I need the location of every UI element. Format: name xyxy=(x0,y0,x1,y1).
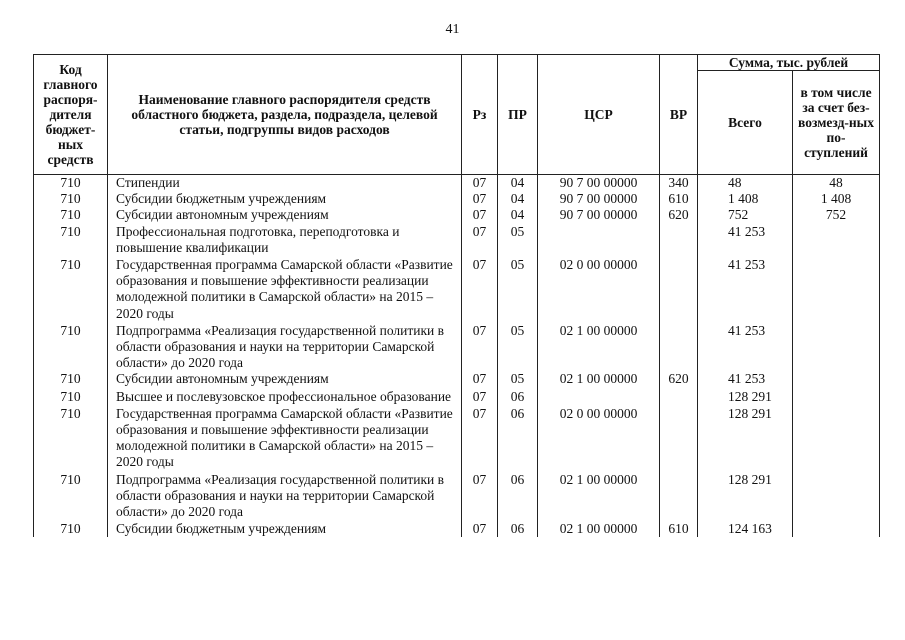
header-rz: Рз xyxy=(462,55,498,175)
cell-code: 710 xyxy=(34,224,108,256)
header-name: Наименование главного распорядителя средств областного бюджета, раздела, подраздела, целевой статьи, подгруппы видов расходов xyxy=(108,55,462,175)
cell-grants xyxy=(793,224,880,256)
header-grants: в том числе за счет без-возмезд-ных по-ступлений xyxy=(793,71,880,175)
cell-total: 41 253 xyxy=(698,256,793,322)
cell-rz: 07 xyxy=(462,207,498,223)
cell-total: 128 291 xyxy=(698,388,793,405)
cell-total: 48 xyxy=(698,175,793,192)
cell-rz: 07 xyxy=(462,520,498,537)
cell-grants xyxy=(793,405,880,471)
cell-vr xyxy=(660,256,698,322)
header-pr: ПР xyxy=(498,55,538,175)
cell-code: 710 xyxy=(34,322,108,372)
cell-pr: 05 xyxy=(498,322,538,372)
cell-csr: 02 1 00 00000 xyxy=(538,520,660,537)
cell-pr: 04 xyxy=(498,207,538,223)
header-code: Код главного распоря-дителя бюджет-ных средств xyxy=(34,55,108,175)
cell-csr: 02 0 00 00000 xyxy=(538,256,660,322)
cell-vr: 620 xyxy=(660,207,698,223)
cell-grants xyxy=(793,256,880,322)
cell-code: 710 xyxy=(34,405,108,471)
table-row xyxy=(34,371,880,387)
cell-rz: 07 xyxy=(462,256,498,322)
cell-grants xyxy=(793,388,880,405)
cell-total: 41 253 xyxy=(698,322,793,372)
cell-vr xyxy=(660,471,698,521)
cell-vr xyxy=(660,405,698,471)
table-row xyxy=(34,224,880,256)
cell-grants: 1 408 xyxy=(793,191,880,207)
page-number: 41 xyxy=(445,22,460,37)
cell-name: Профессиональная подготовка, переподготовка и повышение квалификации xyxy=(108,224,462,256)
cell-name: Стипендии xyxy=(108,175,462,192)
cell-csr: 90 7 00 00000 xyxy=(538,207,660,223)
cell-name: Государственная программа Самарской области «Развитие образования и повышение эффективности реализации молодежной политики в Самарской области» на 2015 – 2020 годы xyxy=(108,256,462,322)
cell-name: Подпрограмма «Реализация государственной политики в области образования и науки на территории Самарской области» до 2020 года xyxy=(108,322,462,372)
cell-csr: 90 7 00 00000 xyxy=(538,191,660,207)
cell-code: 710 xyxy=(34,371,108,387)
cell-rz: 07 xyxy=(462,388,498,405)
cell-name: Субсидии бюджетным учреждениям xyxy=(108,520,462,537)
table-row xyxy=(34,388,880,405)
cell-name: Подпрограмма «Реализация государственной политики в области образования и науки на территории Самарской области» до 2020 года xyxy=(108,471,462,521)
table-body xyxy=(34,175,880,538)
cell-total: 128 291 xyxy=(698,471,793,521)
cell-vr: 610 xyxy=(660,191,698,207)
cell-rz: 07 xyxy=(462,371,498,387)
cell-rz: 07 xyxy=(462,224,498,256)
cell-pr: 04 xyxy=(498,191,538,207)
cell-vr: 610 xyxy=(660,520,698,537)
cell-rz: 07 xyxy=(462,471,498,521)
cell-grants: 48 xyxy=(793,175,880,192)
cell-vr: 620 xyxy=(660,371,698,387)
cell-pr: 05 xyxy=(498,371,538,387)
table-row xyxy=(34,471,880,521)
cell-csr: 02 1 00 00000 xyxy=(538,322,660,372)
table-row xyxy=(34,207,880,223)
header-sum: Сумма, тыс. рублей xyxy=(698,55,880,71)
header-total: Всего xyxy=(698,71,793,175)
cell-code: 710 xyxy=(34,207,108,223)
cell-csr: 02 1 00 00000 xyxy=(538,371,660,387)
cell-csr: 02 1 00 00000 xyxy=(538,471,660,521)
cell-pr: 05 xyxy=(498,224,538,256)
cell-csr xyxy=(538,224,660,256)
cell-csr: 90 7 00 00000 xyxy=(538,175,660,192)
cell-code: 710 xyxy=(34,175,108,192)
header-csr: ЦСР xyxy=(538,55,660,175)
cell-rz: 07 xyxy=(462,191,498,207)
cell-pr: 06 xyxy=(498,471,538,521)
cell-pr: 06 xyxy=(498,388,538,405)
table-row xyxy=(34,175,880,192)
cell-csr xyxy=(538,388,660,405)
cell-pr: 06 xyxy=(498,520,538,537)
cell-name: Высшее и послевузовское профессиональное образование xyxy=(108,388,462,405)
cell-name: Субсидии автономным учреждениям xyxy=(108,207,462,223)
header-vr: ВР xyxy=(660,55,698,175)
cell-grants xyxy=(793,520,880,537)
cell-vr xyxy=(660,388,698,405)
table-row xyxy=(34,322,880,372)
budget-table xyxy=(33,54,880,537)
cell-vr: 340 xyxy=(660,175,698,192)
cell-total: 41 253 xyxy=(698,224,793,256)
cell-name: Субсидии бюджетным учреждениям xyxy=(108,191,462,207)
table-row xyxy=(34,256,880,322)
cell-total: 128 291 xyxy=(698,405,793,471)
cell-rz: 07 xyxy=(462,175,498,192)
cell-code: 710 xyxy=(34,520,108,537)
cell-name: Субсидии автономным учреждениям xyxy=(108,371,462,387)
cell-rz: 07 xyxy=(462,405,498,471)
cell-pr: 06 xyxy=(498,405,538,471)
cell-grants: 752 xyxy=(793,207,880,223)
cell-csr: 02 0 00 00000 xyxy=(538,405,660,471)
cell-grants xyxy=(793,322,880,372)
cell-code: 710 xyxy=(34,388,108,405)
cell-total: 41 253 xyxy=(698,371,793,387)
table-row xyxy=(34,405,880,471)
table-row xyxy=(34,191,880,207)
cell-name: Государственная программа Самарской области «Развитие образования и повышение эффективности реализации молодежной политики в Самарской области» на 2015 – 2020 годы xyxy=(108,405,462,471)
cell-total: 1 408 xyxy=(698,191,793,207)
cell-vr xyxy=(660,322,698,372)
cell-code: 710 xyxy=(34,191,108,207)
table-row xyxy=(34,520,880,537)
cell-total: 752 xyxy=(698,207,793,223)
cell-pr: 05 xyxy=(498,256,538,322)
cell-code: 710 xyxy=(34,471,108,521)
cell-pr: 04 xyxy=(498,175,538,192)
cell-vr xyxy=(660,224,698,256)
cell-total: 124 163 xyxy=(698,520,793,537)
cell-grants xyxy=(793,371,880,387)
cell-rz: 07 xyxy=(462,322,498,372)
cell-grants xyxy=(793,471,880,521)
cell-code: 710 xyxy=(34,256,108,322)
